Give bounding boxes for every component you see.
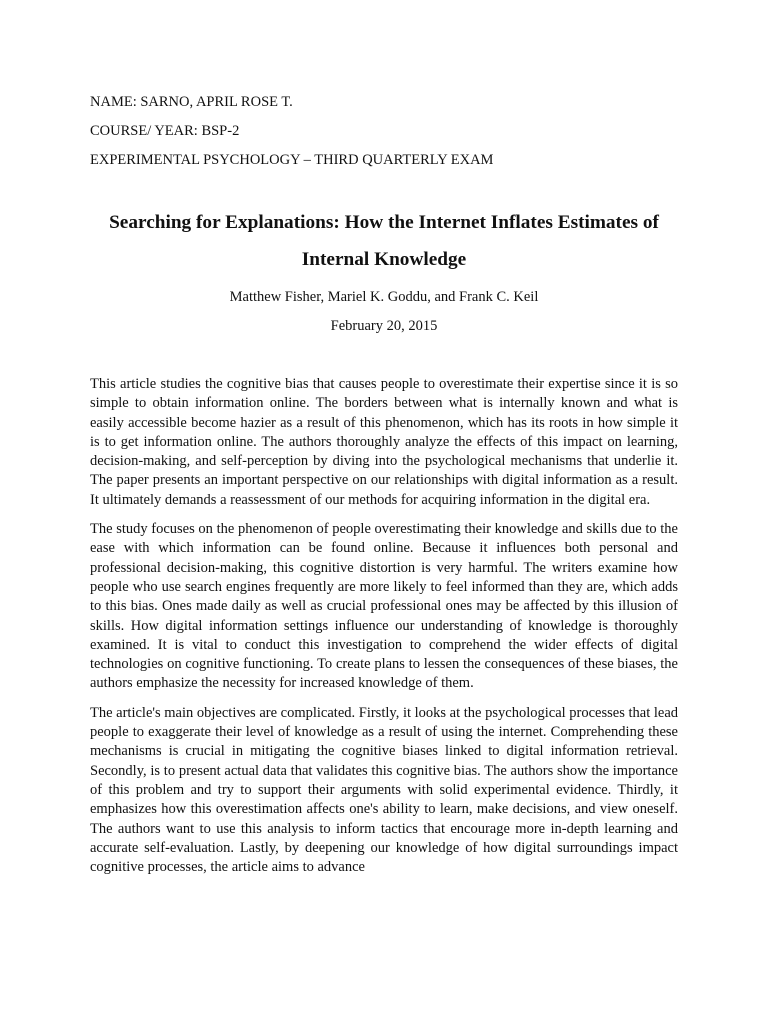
body-text xyxy=(90,375,678,877)
student-name: NAME: SARNO, APRIL ROSE T. xyxy=(90,94,293,110)
paragraph-2: The study focuses on the phenomenon of people overestimating their knowledge and skills due to the ease with which information can be found online. Because it influences both personal and professional decision-making, this cognitive distortion is very harmful. The writers examine how people who use search engines frequently are more likely to feel informed than they are, which adds to this bias. Ones made daily as well as crucial professional ones may be affected by this illusion of skills. How digital information settings influence our understanding of knowledge is thoroughly examined. It is vital to conduct this investigation to comprehend the wider effects of digital technologies on cognitive functioning. To create plans to lessen the consequences of these biases, the authors emphasize the necessity for increased knowledge of them. xyxy=(90,521,678,692)
article-authors: Matthew Fisher, Mariel K. Goddu, and Frank C. Keil xyxy=(229,289,539,305)
document-page xyxy=(90,93,678,887)
article-title: Searching for Explanations: How the Internet Inflates Estimates of Internal Knowledge xyxy=(109,212,659,270)
article-date: February 20, 2015 xyxy=(330,318,438,334)
exam-title: EXPERIMENTAL PSYCHOLOGY – THIRD QUARTERLY EXAM xyxy=(90,152,494,168)
paragraph-3: The article's main objectives are complicated. Firstly, it looks at the psychological processes that lead people to exaggerate their level of knowledge as a result of using the internet. Comprehending these mechanisms is crucial in mitigating the cognitive biases linked to digital information retrieval. Secondly, is to present actual data that validates this cognitive bias. The authors show the importance of this problem and try to support their arguments with solid experimental evidence. Thirdly, it emphasizes how this overestimation affects one's ability to learn, make decisions, and view oneself. The authors want to use this analysis to inform tactics that encourage more in-depth learning and accurate self-evaluation. Lastly, by deepening our knowledge of how digital surroundings impact cognitive processes, the article aims to advance xyxy=(90,704,678,876)
course-year: COURSE/ YEAR: BSP-2 xyxy=(90,123,240,139)
paragraph-1: This article studies the cognitive bias that causes people to overestimate their expertise since it is so simple to obtain information online. The borders between what is internally known and what is easily accessible become hazier as a result of this phenomenon, which has its roots in how simple it is to get information online. The authors thoroughly analyze the effects of this impact on learning, decision-making, and self-perception by diving into the psychological mechanisms that underlie it. The paper presents an important perspective on our relationships with digital information as a result. It ultimately demands a reassessment of our methods for acquiring information in the digital era. xyxy=(90,376,678,508)
